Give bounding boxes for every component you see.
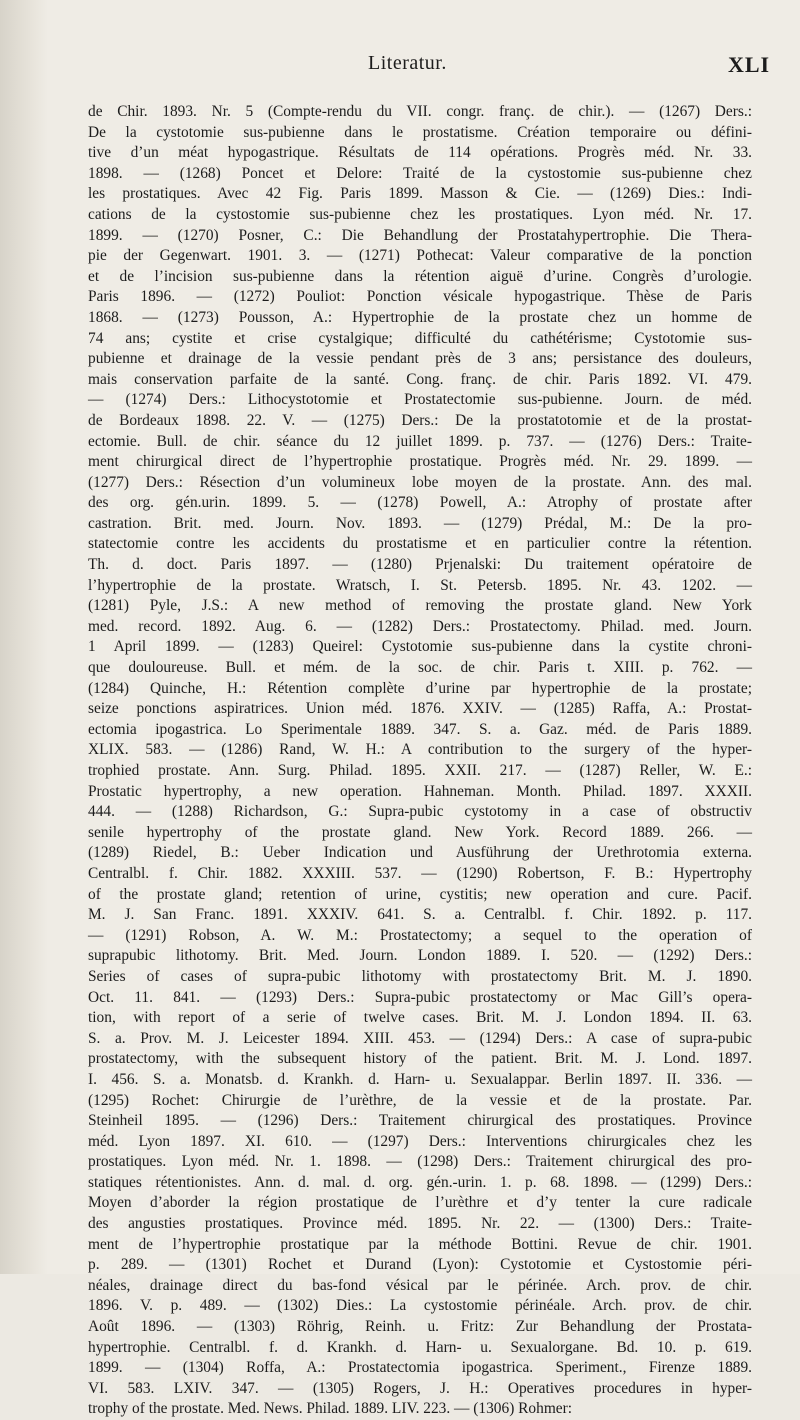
text-line: — (1274) Ders.: Lithocystotomie et Prostatectomie sus-pubienne. Journ. de méd.: [88, 391, 752, 409]
text-line: tive d’un méat hypogastrique. Résultats de 114 opérations. Progrès méd. Nr. 33.: [88, 144, 752, 162]
text-line: Series of cases of supra-pubic lithotomy with prostatectomy Brit. M. J. 1890.: [88, 967, 752, 985]
page-header: [0, 52, 800, 82]
bibliography-text: [88, 102, 752, 1420]
text-line: pie der Gegenwart. 1901. 3. — (1271) Pothecat: Valeur comparative de la ponction: [88, 247, 752, 265]
text-line: med. record. 1892. Aug. 6. — (1282) Ders.: Prostatectomy. Philad. med. Journ.: [88, 617, 752, 635]
text-line: Centralbl. f. Chir. 1882. XXXIII. 537. — (1290) Robertson, F. B.: Hypertrophy: [88, 864, 752, 882]
text-line: hypertrophie. Centralbl. f. d. Krankh. d. Harn- u. Sexualorgane. Bd. 10. p. 619.: [88, 1338, 752, 1356]
text-line: senile hypertrophy of the prostate gland. New York. Record 1889. 266. —: [88, 823, 752, 841]
text-line: 1896. V. p. 489. — (1302) Dies.: La cystostomie périnéale. Arch. prov. de chir.: [88, 1297, 752, 1315]
text-line: 1898. — (1268) Poncet et Delore: Traité de la cystostomie sus-pubienne chez: [88, 164, 752, 182]
text-line: M. J. San Franc. 1891. XXXIV. 641. S. a. Centralbl. f. Chir. 1892. p. 117.: [88, 906, 752, 924]
text-line: que douloureuse. Bull. et mém. de la soc. de chir. Paris t. XIII. p. 762. —: [88, 659, 752, 677]
text-line: prostatectomy, with the subsequent history of the patient. Brit. M. J. Lond. 1897.: [88, 1050, 752, 1068]
text-line: of the prostate gland; retention of urine, cystitis; new operation and cure. Pacif.: [88, 885, 752, 903]
page-number: XLI: [728, 52, 771, 77]
text-line: XLIX. 583. — (1286) Rand, W. H.: A contribution to the surgery of the hyper-: [88, 741, 752, 759]
text-line: VI. 583. LXIV. 347. — (1305) Rogers, J. H.: Operatives procedures in hyper-: [88, 1379, 752, 1397]
text-line: Août 1896. — (1303) Röhrig, Reinh. u. Fritz: Zur Behandlung der Prostata-: [88, 1318, 752, 1336]
text-line: ment de l’hypertrophie prostatique par la méthode Bottini. Revue de chir. 1901.: [88, 1235, 752, 1253]
text-line: tion, with report of a serie of twelve cases. Brit. M. J. London 1894. II. 63.: [88, 1009, 752, 1027]
text-line: ectomia ipogastrica. Lo Sperimentale 1889. 347. S. a. Gaz. méd. de Paris 1889.: [88, 720, 752, 738]
text-line: Prostatic hypertrophy, a new operation. Hahneman. Month. Philad. 1897. XXXII.: [88, 782, 752, 800]
page-edge-shadow: [0, 0, 48, 1274]
text-line: 74 ans; cystite et crise cystalgique; difficulté du cathétérisme; Cystotomie sus-: [88, 329, 752, 347]
text-line: et de l’incision sus-pubienne dans la rétention aiguë d’urine. Congrès d’urologie.: [88, 267, 752, 285]
text-line: 1868. — (1273) Pousson, A.: Hypertrophie de la prostate chez un homme de: [88, 308, 752, 326]
text-line: 1899. — (1304) Roffa, A.: Prostatectomia ipogastrica. Speriment., Firenze 1889.: [88, 1359, 752, 1377]
text-line: trophy of the prostate. Med. News. Philad. 1889. LIV. 223. — (1306) Rohmer:: [88, 1400, 573, 1418]
text-line: (1284) Quinche, H.: Rétention complète d’urine par hypertrophie de la prostate;: [88, 679, 752, 697]
text-line: 1 April 1899. — (1283) Queirel: Cystotomie sus-pubienne dans la cystite chroni-: [88, 638, 752, 656]
text-line: I. 456. S. a. Monatsb. d. Krankh. d. Harn- u. Sexualappar. Berlin 1897. II. 336. —: [88, 1070, 752, 1088]
text-line: statiques rétentionistes. Ann. d. mal. d. org. gén.-urin. 1. p. 68. 1898. — (1299) Ders.:: [88, 1173, 752, 1191]
text-line: ectomie. Bull. de chir. séance du 12 juillet 1899. p. 737. — (1276) Ders.: Traite-: [88, 432, 752, 450]
text-line: Moyen d’aborder la région prostatique de l’urèthre et d’y tenter la cure radicale: [88, 1194, 752, 1212]
text-line: Steinheil 1895. — (1296) Ders.: Traitement chirurgical des prostatiques. Province: [88, 1112, 752, 1130]
text-line: prostatiques. Lyon méd. Nr. 1. 1898. — (1298) Ders.: Traitement chirurgical des pro-: [88, 1153, 752, 1171]
text-line: (1277) Ders.: Résection d’un volumineux lobe moyen de la prostate. Ann. des mal.: [88, 473, 752, 491]
text-line: de Bordeaux 1898. 22. V. — (1275) Ders.: De la prostatotomie et de la prostat-: [88, 411, 752, 429]
text-line: mais conservation parfaite de la santé. Cong. franç. de chir. Paris 1892. VI. 479.: [88, 370, 752, 388]
text-line: Th. d. doct. Paris 1897. — (1280) Prjenalski: Du traitement opératoire de: [88, 556, 752, 574]
text-line: ment chirurgical direct de l’hypertrophie prostatique. Progrès méd. Nr. 29. 1899. —: [88, 453, 752, 471]
text-line: pubienne et drainage de la vessie pendant près de 3 ans; persistance des douleurs,: [88, 350, 752, 368]
text-line: suprapubic lithotomy. Brit. Med. Journ. London 1889. I. 520. — (1292) Ders.:: [88, 947, 752, 965]
text-line: néales, drainage direct du bas-fond vésical par le périnée. Arch. prov. de chir.: [88, 1276, 752, 1294]
text-line: des angusties prostatiques. Province méd. 1895. Nr. 22. — (1300) Ders.: Traite-: [88, 1215, 752, 1233]
text-line: 1899. — (1270) Posner, C.: Die Behandlung der Prostatahypertrophie. Die Thera-: [88, 226, 752, 244]
running-title: Literatur.: [368, 52, 447, 74]
text-line: méd. Lyon 1897. XI. 610. — (1297) Ders.: Interventions chirurgicales chez les: [88, 1132, 752, 1150]
text-line: De la cystotomie sus-pubienne dans le prostatisme. Création temporaire ou défini-: [88, 123, 752, 141]
text-line: cations de la cystostomie sus-pubienne chez les prostatiques. Lyon méd. Nr. 17.: [88, 205, 752, 223]
text-line: de Chir. 1893. Nr. 5 (Compte-rendu du VII. congr. franç. de chir.). — (1267) Ders.:: [88, 103, 752, 120]
text-line: Oct. 11. 841. — (1293) Ders.: Supra-pubic prostatectomy or Mac Gill’s opera-: [88, 988, 752, 1006]
text-line: (1295) Rochet: Chirurgie de l’urèthre, de la vessie et de la prostate. Par.: [88, 1091, 752, 1109]
text-line: castration. Brit. med. Journ. Nov. 1893. — (1279) Prédal, M.: De la pro-: [88, 514, 752, 532]
text-line: l’hypertrophie de la prostate. Wratsch, I. St. Petersb. 1895. Nr. 43. 1202. —: [88, 576, 752, 594]
text-line: — (1291) Robson, A. W. M.: Prostatectomy; a sequel to the operation of: [88, 926, 752, 944]
text-line: seize ponctions aspiratrices. Union méd. 1876. XXIV. — (1285) Raffa, A.: Prostat-: [88, 700, 752, 718]
text-line: statectomie contre les accidents du prostatisme et en particulier contre la rétention.: [88, 535, 752, 553]
text-line: des org. gén.urin. 1899. 5. — (1278) Powell, A.: Atrophy of prostate after: [88, 494, 752, 512]
text-line: 444. — (1288) Richardson, G.: Supra-pubic cystotomy in a case of obstructiv: [88, 803, 752, 821]
text-line: S. a. Prov. M. J. Leicester 1894. XIII. 453. — (1294) Ders.: A case of supra-pubic: [88, 1029, 752, 1047]
text-line: (1281) Pyle, J.S.: A new method of removing the prostate gland. New York: [88, 597, 752, 615]
text-line: trophied prostate. Ann. Surg. Philad. 1895. XXII. 217. — (1287) Reller, W. E.:: [88, 762, 752, 779]
text-line: les prostatiques. Avec 42 Fig. Paris 1899. Masson & Cie. — (1269) Dies.: Indi-: [88, 185, 752, 203]
text-line: (1289) Riedel, B.: Ueber Indication und Ausführung der Urethrotomia externa.: [88, 844, 752, 862]
text-line: Paris 1896. — (1272) Pouliot: Ponction vésicale hypogastrique. Thèse de Paris: [88, 288, 752, 306]
text-line: p. 289. — (1301) Rochet et Durand (Lyon): Cystotomie et Cystostomie péri-: [88, 1256, 752, 1274]
